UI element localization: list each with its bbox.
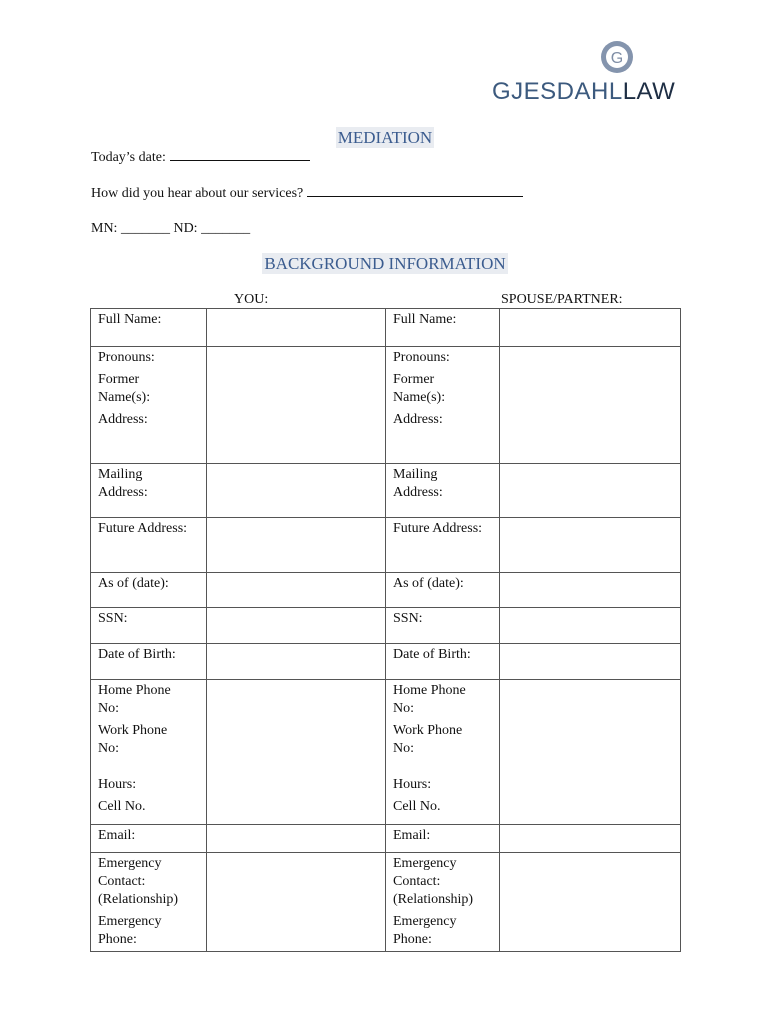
spouse-field-label: Emergency Phone: — [386, 911, 500, 952]
you-field-label: SSN: — [91, 607, 207, 643]
spouse-field-input[interactable] — [500, 679, 681, 720]
spouse-field-label: Future Address: — [386, 517, 500, 572]
you-field-label: Mailing Address: — [91, 463, 207, 517]
spouse-field-input[interactable] — [500, 572, 681, 607]
you-field-label: Emergency Contact: (Relationship) — [91, 853, 207, 912]
form-row — [91, 369, 681, 409]
you-field-input[interactable] — [207, 796, 386, 825]
logo — [492, 40, 682, 110]
spouse-field-input[interactable] — [500, 911, 681, 952]
spouse-field-input[interactable] — [500, 825, 681, 853]
spouse-field-input[interactable] — [500, 463, 681, 517]
you-field-label: Former Name(s): — [91, 369, 207, 409]
logo-wordmark: GJESDAHLLAW — [492, 78, 676, 105]
logo-mark-icon — [600, 40, 634, 74]
you-field-input[interactable] — [207, 607, 386, 643]
form-row — [91, 643, 681, 679]
spouse-field-label: Emergency Contact: (Relationship) — [386, 853, 500, 912]
spouse-field-input[interactable] — [500, 643, 681, 679]
you-field-label: Future Address: — [91, 517, 207, 572]
form-row — [91, 463, 681, 517]
form-row — [91, 572, 681, 607]
form-row — [91, 853, 681, 912]
spouse-field-label: SSN: — [386, 607, 500, 643]
you-field-input[interactable] — [207, 347, 386, 370]
todays-date-underline[interactable] — [170, 159, 310, 161]
you-field-label: Pronouns: — [91, 347, 207, 370]
you-field-label: Full Name: — [91, 309, 207, 347]
todays-date-label: Today’s date: — [91, 150, 166, 165]
section-title: BACKGROUND INFORMATION — [264, 254, 506, 273]
hear-about-field[interactable] — [91, 186, 523, 202]
svg-text:G: G — [610, 50, 624, 67]
spouse-field-label: Date of Birth: — [386, 643, 500, 679]
form-row — [91, 607, 681, 643]
spouse-field-label: Former Name(s): — [386, 369, 500, 409]
spouse-field-label: As of (date): — [386, 572, 500, 607]
you-field-input[interactable] — [207, 463, 386, 517]
you-field-input[interactable] — [207, 309, 386, 347]
you-field-label: As of (date): — [91, 572, 207, 607]
spouse-field-input[interactable] — [500, 347, 681, 370]
page-title: MEDIATION — [337, 128, 433, 147]
spouse-field-input[interactable] — [500, 796, 681, 825]
spouse-field-input[interactable] — [500, 720, 681, 796]
you-field-input[interactable] — [207, 825, 386, 853]
spouse-field-input[interactable] — [500, 607, 681, 643]
you-field-input[interactable] — [207, 572, 386, 607]
mn-nd-field[interactable] — [91, 221, 250, 237]
spouse-field-input[interactable] — [500, 517, 681, 572]
form-row — [91, 796, 681, 825]
spouse-field-input[interactable] — [500, 853, 681, 912]
you-field-label: Emergency Phone: — [91, 911, 207, 952]
you-field-label: Cell No. — [91, 796, 207, 825]
spouse-field-input[interactable] — [500, 409, 681, 463]
spouse-field-label: Cell No. — [386, 796, 500, 825]
todays-date-field[interactable] — [91, 150, 310, 166]
spouse-field-label: Mailing Address: — [386, 463, 500, 517]
you-field-label: Home Phone No: — [91, 679, 207, 720]
hear-about-label: How did you hear about our services? — [91, 186, 304, 201]
mn-label: MN: _______ — [91, 221, 170, 236]
form-row — [91, 720, 681, 796]
you-field-input[interactable] — [207, 853, 386, 912]
background-info-table — [90, 308, 681, 952]
you-field-label: Date of Birth: — [91, 643, 207, 679]
form-row — [91, 825, 681, 853]
spouse-field-input[interactable] — [500, 369, 681, 409]
spouse-field-label: Email: — [386, 825, 500, 853]
spouse-field-label: Work Phone No: Hours: — [386, 720, 500, 796]
you-field-label: Email: — [91, 825, 207, 853]
you-field-input[interactable] — [207, 720, 386, 796]
column-heading-spouse: SPOUSE/PARTNER: — [501, 292, 623, 307]
spouse-field-label: Address: — [386, 409, 500, 463]
spouse-field-input[interactable] — [500, 309, 681, 347]
you-field-input[interactable] — [207, 911, 386, 952]
form-row — [91, 679, 681, 720]
form-row — [91, 911, 681, 952]
column-heading-you: YOU: — [234, 292, 269, 307]
form-row — [91, 517, 681, 572]
you-field-input[interactable] — [207, 643, 386, 679]
you-field-input[interactable] — [207, 409, 386, 463]
hear-about-underline[interactable] — [307, 195, 523, 197]
you-field-label: Work Phone No: Hours: — [91, 720, 207, 796]
spouse-field-label: Full Name: — [386, 309, 500, 347]
form-row — [91, 347, 681, 370]
form-row — [91, 309, 681, 347]
you-field-input[interactable] — [207, 679, 386, 720]
form-row — [91, 409, 681, 463]
you-field-label: Address: — [91, 409, 207, 463]
you-field-input[interactable] — [207, 369, 386, 409]
spouse-field-label: Home Phone No: — [386, 679, 500, 720]
spouse-field-label: Pronouns: — [386, 347, 500, 370]
you-field-input[interactable] — [207, 517, 386, 572]
nd-label: ND: _______ — [173, 221, 251, 236]
